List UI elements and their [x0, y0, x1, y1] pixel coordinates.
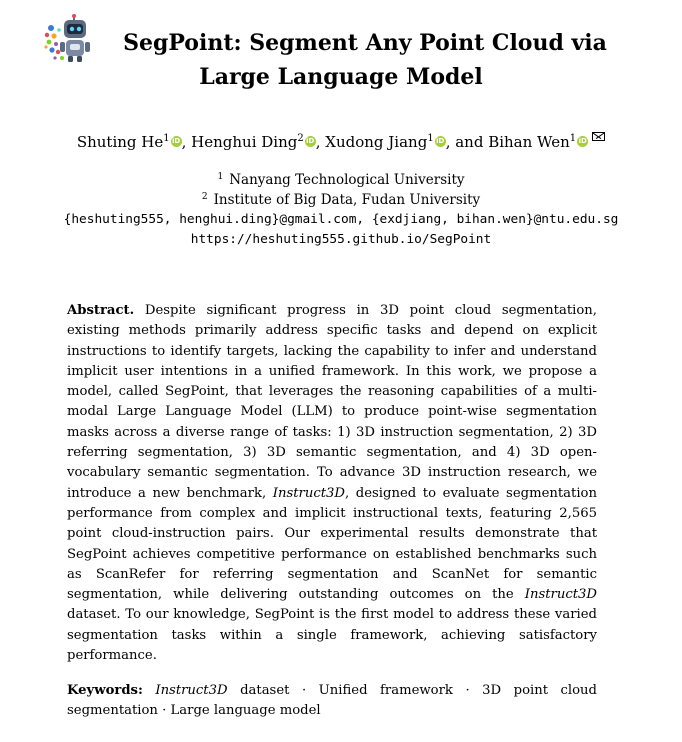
keyword-text: dataset — [240, 683, 290, 698]
affiliation-name: Nanyang Technological University — [229, 172, 465, 188]
author-affil-marker: 1 — [569, 133, 577, 144]
keyword-separator: · — [465, 683, 470, 698]
author-name: Bihan Wen — [488, 133, 570, 151]
paper-title-line-1: SegPoint: Segment Any Point Cloud via — [123, 30, 607, 56]
orcid-icon[interactable]: iD — [436, 137, 445, 145]
abstract-emphasis: Instruct3D — [524, 587, 597, 603]
author-name: Xudong Jiang — [325, 133, 428, 151]
keywords — [67, 681, 597, 722]
affiliation-number: 2 — [201, 192, 208, 202]
author-emails[interactable]: {heshuting555, henghui.ding}@gmail.com, {exdjiang, bihan.wen}@ntu.edu.sg — [63, 212, 619, 227]
abstract-text: , designed to evaluate segmentation performance from complex and implicit instructional texts, featuring 2,565 point cloud-instruction pairs. Our experimental results demonstrate that SegPoint achieves competitive performance on established benchmarks such as ScanRefer for referring segmentation and ScanNet for semantic segmentation, while delivering outstanding outcomes on the — [67, 485, 597, 603]
keyword-text: Unified framework — [318, 683, 453, 698]
affiliation-2 — [0, 190, 682, 210]
project-url-link[interactable]: https://heshuting555.github.io/SegPoint — [190, 232, 492, 247]
affiliation-name: Institute of Big Data, Fudan University — [213, 192, 481, 208]
author-separator-and: , and — [445, 133, 489, 151]
keyword-text: Large language model — [170, 703, 321, 719]
author-separator: , — [315, 133, 326, 151]
author-affil-marker: 1 — [427, 133, 434, 144]
author-affil-marker: 1 — [163, 133, 170, 144]
envelope-icon[interactable] — [592, 132, 605, 141]
author-list — [0, 132, 682, 152]
affiliation-1 — [0, 170, 682, 190]
keyword-text: segmentation — [67, 703, 158, 719]
abstract — [67, 301, 597, 666]
paper-title — [0, 26, 682, 94]
paper-title-line-2: Large Language Model — [199, 64, 483, 90]
affiliation-number: 1 — [217, 172, 224, 182]
abstract-label: Abstract. — [67, 303, 135, 318]
author-affil-marker: 2 — [297, 133, 304, 144]
keywords-line-1 — [67, 681, 597, 701]
author-name: Henghui Ding — [191, 133, 298, 151]
keyword-separator: · — [162, 703, 167, 719]
author-name: Shuting He — [76, 133, 164, 151]
abstract-emphasis: Instruct3D — [272, 485, 345, 501]
keywords-label: Keywords: — [67, 683, 143, 698]
orcid-icon[interactable]: iD — [306, 137, 315, 145]
orcid-icon[interactable]: iD — [578, 137, 587, 145]
orcid-icon[interactable]: iD — [172, 137, 181, 145]
keyword-text: 3D point cloud — [482, 683, 597, 698]
abstract-text: dataset. To our knowledge, SegPoint is the first model to address these varied segmentation tasks within a single framework, achieving satisfactory performance. — [67, 607, 597, 664]
keyword-separator: · — [301, 683, 307, 698]
keyword-emphasis: Instruct3D — [155, 683, 228, 698]
author-separator: , — [181, 133, 192, 151]
keywords-line-2 — [67, 701, 597, 721]
abstract-text: Despite significant progress in 3D point cloud segmentation, existing methods primarily address specific tasks and depend on explicit instructions to identify targets, lacking the capability to infer and understand implicit user intentions in a unified framework. In this work, we propose a model, called SegPoint, that leverages the reasoning capabilities of a multi-modal Large Language Model (LLM) to produce point-wise segmentation masks across a diverse range of tasks: 1) 3D instruction segmentation, 2) 3D referring segmentation, 3) 3D semantic segmentation, and 4) 3D open-vocabulary semantic segmentation. To advance 3D instruction research, we introduce a new benchmark, — [67, 303, 597, 501]
